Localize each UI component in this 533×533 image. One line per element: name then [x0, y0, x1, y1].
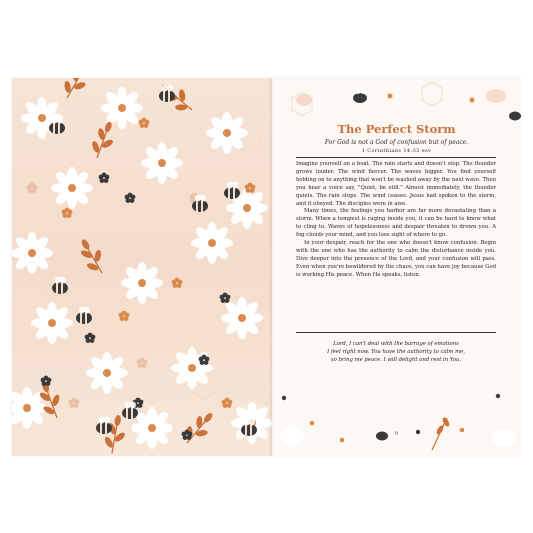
- top-divider: [296, 157, 496, 158]
- right-text-page: [272, 78, 521, 456]
- book-spread: [12, 78, 521, 456]
- body-paragraph: Many times, the feelings you harbor are far more devastating than a storm. When a tempest is raging inside you, it can be hard to know what to cling to. Waves of hopelessness and despair threaten to drown you. A fog clouds your mind, and you lose sight of where to go.: [296, 208, 496, 239]
- page-number: 9: [394, 431, 399, 437]
- page-title: The Perfect Storm: [337, 122, 456, 136]
- prayer-line: so bring me peace. I will delight and rest in You.: [330, 357, 462, 363]
- body-paragraph: In your despair, reach for the one who doesn't know confusion. Begin with the one who has the authority to calm the disturbance inside you. Dive deeper into the presence of the Lord, and your confusion will pass. Even when you're bewildered by the chaos, you can have joy because God is working His peace. When He speaks, listen.: [296, 240, 496, 278]
- body-paragraph: Imagine yourself on a boat. The rain starts and doesn't stop. The thunder grows louder. The wind fiercer. The waves bigger. You find yourself holding on to anything that won't be washed away by the next wave. Then you hear a voice say, "Quiet, be still." Almost immediately, the thunder quiets. The rain stops. The wind ceases. Jesus had spoken to the storm, and it obeyed. The disciples were in awe.: [296, 161, 496, 207]
- prayer-line: I feel right now. You have the authority to calm me,: [327, 349, 465, 355]
- bottom-divider: [296, 332, 496, 333]
- scripture-verse: For God is not a God of confusion but of peace.: [324, 139, 469, 146]
- scripture-reference: 1 Corinthians 14:33 esv: [361, 148, 432, 154]
- floral-bee-illustration: [12, 78, 272, 456]
- prayer-line: Lord, I can't deal with the barrage of emotions: [333, 341, 459, 347]
- closing-prayer: [296, 340, 496, 364]
- devotional-body: [296, 161, 496, 280]
- left-illustrated-page: [12, 78, 272, 456]
- book-gutter: [270, 78, 274, 456]
